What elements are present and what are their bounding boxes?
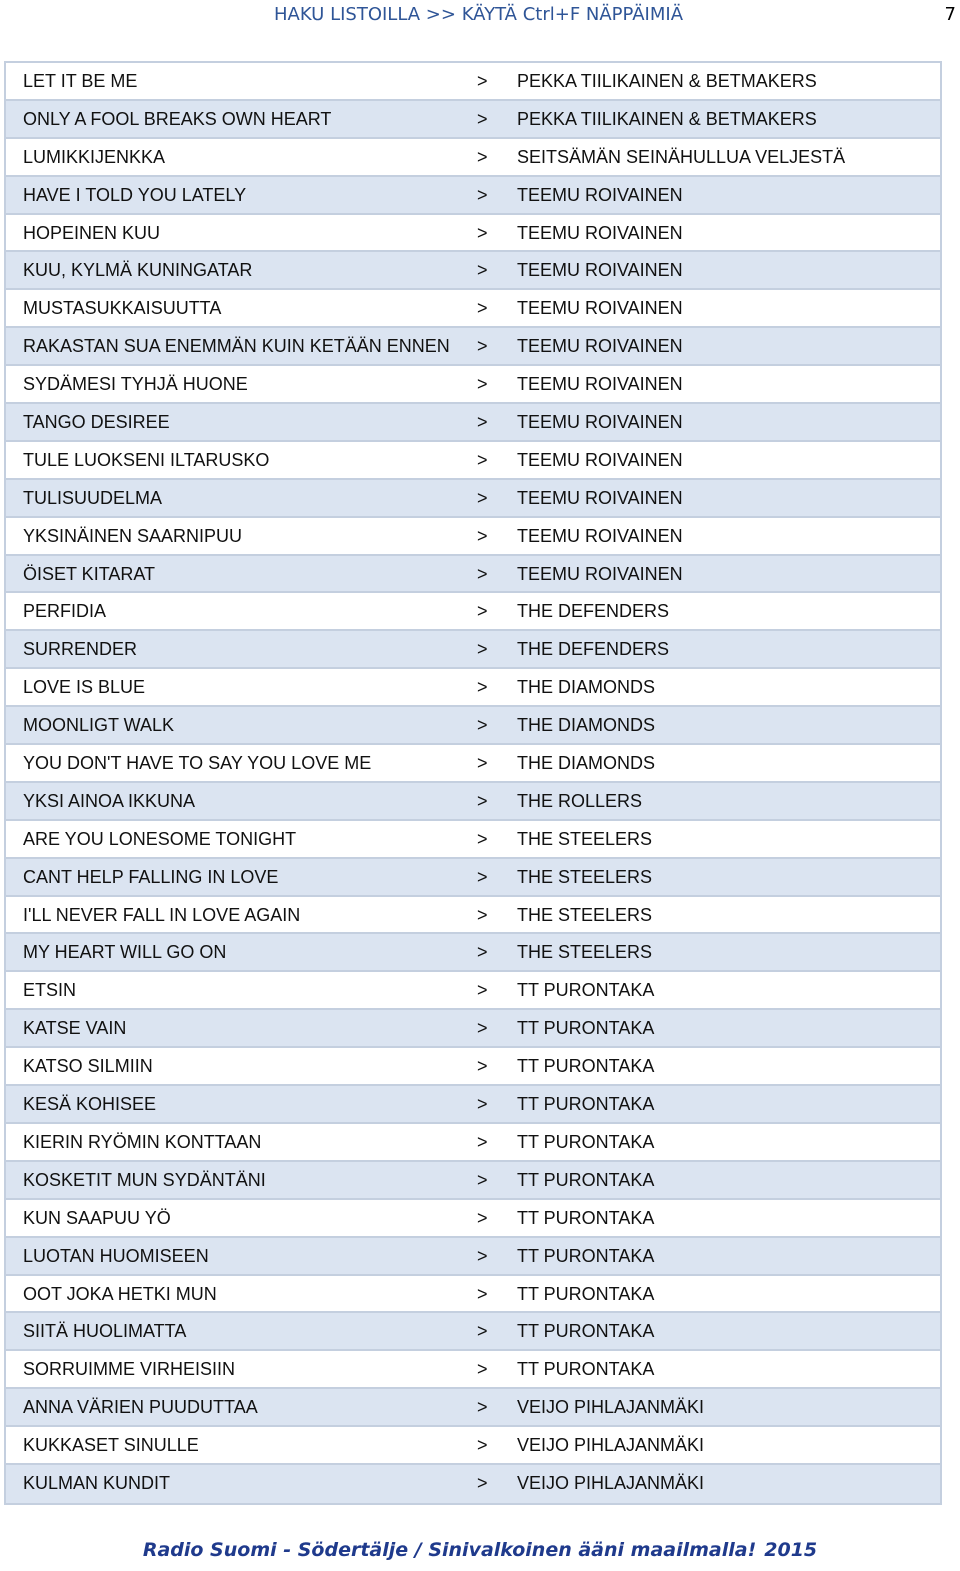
row-separator: > — [477, 1018, 488, 1039]
table-row — [6, 1162, 940, 1200]
row-separator: > — [477, 108, 488, 129]
table-row — [6, 1465, 940, 1503]
artist-name: TT PURONTAKA — [517, 1056, 655, 1077]
song-title: TANGO DESIREE — [23, 412, 170, 433]
artist-name: TEEMU ROIVAINEN — [517, 184, 683, 205]
artist-name: TEEMU ROIVAINEN — [517, 260, 683, 281]
table-row — [6, 1124, 940, 1162]
artist-name: THE STEELERS — [517, 942, 653, 963]
row-separator: > — [477, 828, 488, 849]
table-row — [6, 63, 940, 101]
artist-name: TEEMU ROIVAINEN — [517, 563, 683, 584]
artist-name: PEKKA TIILIKAINEN & BETMAKERS — [517, 71, 817, 91]
song-title: YOU DON'T HAVE TO SAY YOU LOVE ME — [23, 753, 372, 774]
table-row — [6, 290, 940, 328]
row-separator: > — [477, 753, 488, 774]
table-row — [6, 177, 940, 215]
song-title: ÖISET KITARAT — [23, 563, 156, 584]
artist-name: TEEMU ROIVAINEN — [517, 298, 683, 319]
artist-name: TT PURONTAKA — [517, 980, 655, 1001]
page-header — [0, 0, 960, 32]
song-title: LET IT BE ME — [23, 71, 138, 91]
table-row — [6, 972, 940, 1010]
row-separator: > — [477, 639, 488, 660]
artist-name: THE STEELERS — [517, 904, 653, 925]
artist-name: TT PURONTAKA — [517, 1169, 655, 1190]
artist-name: TT PURONTAKA — [517, 1018, 655, 1039]
row-separator: > — [477, 677, 488, 698]
song-title: PERFIDIA — [23, 601, 107, 622]
artist-name: TT PURONTAKA — [517, 1207, 655, 1228]
song-list-table — [4, 61, 942, 1505]
artist-name: TEEMU ROIVAINEN — [517, 525, 683, 546]
page-footer — [0, 1539, 960, 1561]
artist-name: TT PURONTAKA — [517, 1131, 655, 1152]
row-separator: > — [477, 1056, 488, 1077]
table-row — [6, 518, 940, 556]
table-row — [6, 934, 940, 972]
song-title: KUN SAAPUU YÖ — [23, 1207, 171, 1228]
song-title: KESÄ KOHISEE — [23, 1094, 157, 1115]
table-row — [6, 1238, 940, 1276]
footer-text: Radio Suomi - Södertälje / Sinivalkoinen ääni maailmalla! — [142, 1539, 757, 1561]
row-separator: > — [477, 146, 488, 167]
song-title: HOPEINEN KUU — [23, 222, 161, 243]
song-title: MOONLIGT WALK — [23, 715, 175, 736]
row-separator: > — [477, 904, 488, 925]
artist-name: THE DIAMONDS — [517, 753, 656, 774]
song-title: SYDÄMESI TYHJÄ HUONE — [23, 374, 248, 395]
table-row — [6, 1313, 940, 1351]
artist-name: THE DIAMONDS — [517, 715, 656, 736]
row-separator: > — [477, 1283, 488, 1304]
table-row — [6, 859, 940, 897]
song-title: ETSIN — [23, 980, 77, 1001]
row-separator: > — [477, 1321, 488, 1342]
row-separator: > — [477, 525, 488, 546]
table-row — [6, 404, 940, 442]
artist-name: TEEMU ROIVAINEN — [517, 222, 683, 243]
artist-name: VEIJO PIHLAJANMÄKI — [517, 1397, 705, 1418]
row-separator: > — [477, 1094, 488, 1115]
song-title: ANNA VÄRIEN PUUDUTTAA — [23, 1397, 258, 1418]
table-row — [6, 783, 940, 821]
song-title: SIITÄ HUOLIMATTA — [23, 1321, 187, 1342]
page-number: 7 — [944, 4, 956, 25]
artist-name: THE DIAMONDS — [517, 677, 656, 698]
artist-name: THE ROLLERS — [517, 790, 643, 811]
table-row — [6, 669, 940, 707]
table-row — [6, 707, 940, 745]
artist-name: THE DEFENDERS — [517, 639, 670, 660]
row-separator: > — [477, 1435, 488, 1456]
song-title: TULE LUOKSENI ILTARUSKO — [23, 449, 270, 470]
row-separator: > — [477, 336, 488, 357]
song-title: MUSTASUKKAISUUTTA — [23, 298, 222, 319]
table-row — [6, 631, 940, 669]
artist-name: PEKKA TIILIKAINEN & BETMAKERS — [517, 108, 817, 129]
table-row — [6, 1010, 940, 1048]
song-title: LUMIKKIJENKKA — [23, 146, 166, 167]
artist-name: TEEMU ROIVAINEN — [517, 449, 683, 470]
table-row — [6, 1086, 940, 1124]
row-separator: > — [477, 1169, 488, 1190]
song-title: OOT JOKA HETKI MUN — [23, 1283, 217, 1304]
table-row — [6, 366, 940, 404]
table-row — [6, 1351, 940, 1389]
artist-name: TEEMU ROIVAINEN — [517, 412, 683, 433]
table-row — [6, 897, 940, 935]
page-title: HAKU LISTOILLA >> KÄYTÄ Ctrl+F NÄPPÄIMIÄ — [274, 4, 684, 25]
row-separator: > — [477, 184, 488, 205]
song-title: LOVE IS BLUE — [23, 677, 146, 698]
row-separator: > — [477, 980, 488, 1001]
song-title: SURRENDER — [23, 639, 138, 660]
row-separator: > — [477, 715, 488, 736]
table-row — [6, 1276, 940, 1314]
row-separator: > — [477, 260, 488, 281]
song-title: KULMAN KUNDIT — [23, 1472, 171, 1493]
row-separator: > — [477, 866, 488, 887]
row-separator: > — [477, 942, 488, 963]
table-row — [6, 1200, 940, 1238]
artist-name: TT PURONTAKA — [517, 1321, 655, 1342]
artist-name: VEIJO PIHLAJANMÄKI — [517, 1435, 705, 1456]
song-title: KOSKETIT MUN SYDÄNTÄNI — [23, 1169, 266, 1190]
row-separator: > — [477, 298, 488, 319]
row-separator: > — [477, 563, 488, 584]
artist-name: VEIJO PIHLAJANMÄKI — [517, 1472, 705, 1493]
row-separator: > — [477, 222, 488, 243]
row-separator: > — [477, 71, 488, 91]
table-row — [6, 252, 940, 290]
song-title: SORRUIMME VIRHEISIIN — [23, 1359, 236, 1380]
artist-name: SEITSÄMÄN SEINÄHULLUA VELJESTÄ — [517, 146, 846, 167]
artist-name: THE STEELERS — [517, 866, 653, 887]
artist-name: TEEMU ROIVAINEN — [517, 374, 683, 395]
table-row — [6, 821, 940, 859]
song-title: RAKASTAN SUA ENEMMÄN KUIN KETÄÄN ENNEN — [23, 336, 450, 357]
song-title: CANT HELP FALLING IN LOVE — [23, 866, 279, 887]
song-title: KUU, KYLMÄ KUNINGATAR — [23, 260, 253, 281]
song-title: KATSO SILMIIN — [23, 1056, 153, 1077]
artist-name: TT PURONTAKA — [517, 1245, 655, 1266]
row-separator: > — [477, 487, 488, 508]
song-title: TULISUUDELMA — [23, 487, 163, 508]
song-title: ARE YOU LONESOME TONIGHT — [23, 828, 297, 849]
row-separator: > — [477, 601, 488, 622]
table-row — [6, 480, 940, 518]
table-row — [6, 215, 940, 253]
song-title: KUKKASET SINULLE — [23, 1435, 199, 1456]
row-separator: > — [477, 1359, 488, 1380]
artist-name: TT PURONTAKA — [517, 1094, 655, 1115]
row-separator: > — [477, 412, 488, 433]
song-title: LUOTAN HUOMISEEN — [23, 1245, 209, 1266]
row-separator: > — [477, 449, 488, 470]
row-separator: > — [477, 1131, 488, 1152]
row-separator: > — [477, 374, 488, 395]
row-separator: > — [477, 1472, 488, 1493]
table-row — [6, 139, 940, 177]
table-row — [6, 328, 940, 366]
table-row — [6, 1427, 940, 1465]
table-row — [6, 101, 940, 139]
footer-year: 2015 — [764, 1539, 818, 1561]
song-title: YKSINÄINEN SAARNIPUU — [23, 525, 243, 546]
table-row — [6, 1389, 940, 1427]
row-separator: > — [477, 790, 488, 811]
song-title: MY HEART WILL GO ON — [23, 942, 227, 963]
table-row — [6, 442, 940, 480]
row-separator: > — [477, 1207, 488, 1228]
song-title: I'LL NEVER FALL IN LOVE AGAIN — [23, 904, 301, 925]
table-row — [6, 556, 940, 594]
song-title: KIERIN RYÖMIN KONTTAAN — [23, 1131, 262, 1152]
row-separator: > — [477, 1397, 488, 1418]
song-title: KATSE VAIN — [23, 1018, 127, 1039]
artist-name: TT PURONTAKA — [517, 1359, 655, 1380]
song-title: ONLY A FOOL BREAKS OWN HEART — [23, 108, 332, 129]
artist-name: THE STEELERS — [517, 828, 653, 849]
artist-name: TEEMU ROIVAINEN — [517, 336, 683, 357]
artist-name: THE DEFENDERS — [517, 601, 670, 622]
artist-name: TT PURONTAKA — [517, 1283, 655, 1304]
table-row — [6, 745, 940, 783]
row-separator: > — [477, 1245, 488, 1266]
table-row — [6, 593, 940, 631]
table-row — [6, 1048, 940, 1086]
song-title: HAVE I TOLD YOU LATELY — [23, 184, 247, 205]
song-title: YKSI AINOA IKKUNA — [23, 790, 196, 811]
artist-name: TEEMU ROIVAINEN — [517, 487, 683, 508]
